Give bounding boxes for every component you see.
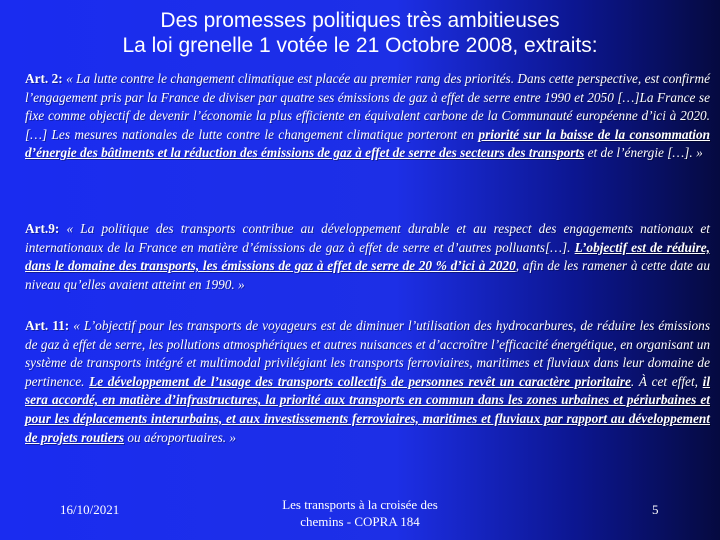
article-11-emphasis-1: Le développement de l’usage des transports collectifs de personnes revêt un caractère prioritaire: [89, 373, 631, 389]
article-11-label: Art. 11:: [25, 318, 70, 333]
title-line-1: Des promesses politiques très ambitieuses: [160, 9, 560, 32]
footer-caption-line-2: chemins - COPRA 184: [300, 514, 420, 529]
article-2-label: Art. 2:: [25, 71, 63, 86]
article-2-emphasis: priorité sur la baisse de la consommation d’énergie des bâtiments et la réduction des émissions de gaz à effet de serre des secteurs des transports: [25, 126, 710, 161]
title-line-2: La loi grenelle 1 votée le 21 Octobre 2008, extraits:: [122, 34, 598, 57]
article-11-emphasis-2: il sera accordé, en matière d’infrastructures, la priorité aux transports en commun dans les zones urbaines et périurbaines et pour les déplacements interurbains, et aux investissements ferroviaires, maritimes et fluviaux par rapport au développement de projets routiers: [25, 373, 711, 445]
article-9-emphasis: L’objectif est de réduire, dans le domaine des transports, les émissions de gaz à effet de serre de 20 % d’ici à 2020: [25, 239, 710, 274]
article-2-paragraph: [25, 70, 710, 163]
page-number: 5: [652, 502, 659, 517]
article-11-paragraph: [25, 317, 710, 447]
article-11-text-end: ou aéroportuaires. »: [124, 429, 237, 445]
article-9-text: « La politique des transports contribue au développement durable et au respect des engagements nationaux et internationaux de la France en matière d’émissions de gaz à effet de serre et d’autres polluants[…].: [25, 221, 710, 255]
article-9-paragraph: [25, 220, 710, 294]
article-9-text-end: , afin de les ramener à cette date au niveau qu’elles avaient atteint en 1990. »: [25, 258, 710, 292]
article-2-text-end: et de l’énergie […]. »: [584, 145, 703, 161]
article-11-text-mid: . À cet effet,: [630, 373, 703, 389]
footer-caption: [260, 496, 460, 530]
footer-caption-line-1: Les transports à la croisée des: [282, 497, 438, 512]
article-9-label: Art.9:: [25, 221, 60, 236]
article-11-text: « L’objectif pour les transports de voyageurs est de diminuer l’utilisation des hydrocarbures, de réduire les émissions de gaz à effet de serre, les pollutions atmosphériques et autres nuisances et d’accroître l’efficacité énergétique, en organisant un système de transports intégré et multimodal privilégiant les transports ferroviaires, maritimes et fluviaux dans leur domaine de pertinence.: [25, 318, 710, 389]
slide-title: [40, 8, 680, 58]
article-2-text: « La lutte contre le changement climatique est placée au premier rang des priorités. Dans cette perspective, est confirmé l’engagement pris par la France de diviser par quatre ses émissions de gaz à effet de serre entre 1990 et 2050 […]La France se fixe comme objectif de devenir l’économie la plus efficiente en équivalent carbone de la Communauté européenne d’ici à 2020. […] Les mesures nationales de lutte contre le changement climatique porteront en: [25, 71, 710, 142]
footer-date: 16/10/2021: [60, 502, 120, 517]
